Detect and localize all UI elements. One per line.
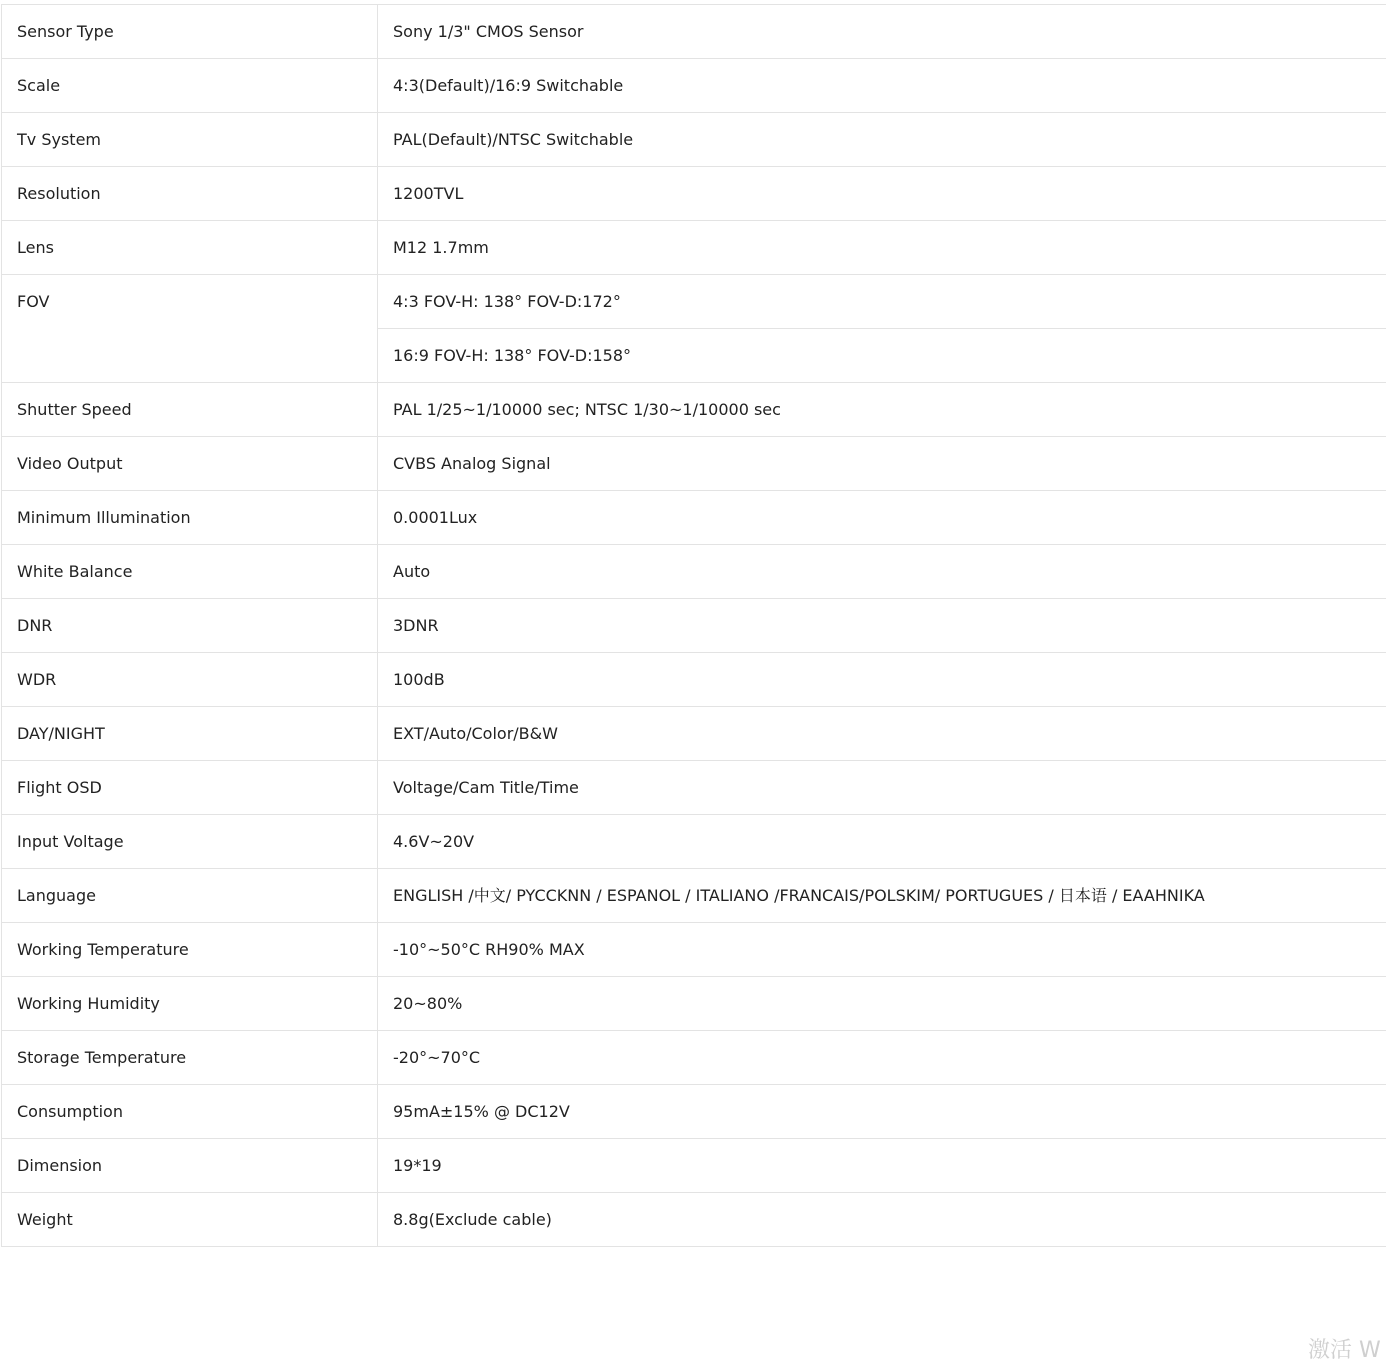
spec-value: 95mA±15% @ DC12V [378, 1085, 1386, 1139]
spec-value: -20°~70°C [378, 1031, 1386, 1085]
spec-row [2, 977, 1386, 1031]
spec-table [1, 4, 1386, 1247]
spec-value: ENGLISH /中文/ PYCCKNN / ESPANOL / ITALIANO /FRANCAIS/POLSKIM/ PORTUGUES / 日本语 / EAAHNIKA [378, 869, 1386, 923]
spec-label: Minimum Illumination [2, 491, 378, 545]
spec-row [2, 59, 1386, 113]
spec-value: Sony 1/3" CMOS Sensor [378, 5, 1386, 59]
spec-value: 16:9 FOV-H: 138° FOV-D:158° [378, 329, 1386, 383]
spec-label: Working Humidity [2, 977, 378, 1031]
spec-value: 4.6V~20V [378, 815, 1386, 869]
spec-value: Auto [378, 545, 1386, 599]
spec-row [2, 761, 1386, 815]
spec-label: Scale [2, 59, 378, 113]
spec-row [2, 167, 1386, 221]
spec-row [2, 923, 1386, 977]
spec-value: 4:3 FOV-H: 138° FOV-D:172° [378, 275, 1386, 329]
spec-label: Lens [2, 221, 378, 275]
spec-row [2, 491, 1386, 545]
spec-row [2, 5, 1386, 59]
spec-table-body [2, 5, 1386, 1247]
spec-row [2, 815, 1386, 869]
spec-label: Working Temperature [2, 923, 378, 977]
spec-row [2, 545, 1386, 599]
spec-row [2, 1139, 1386, 1193]
activation-watermark: 激活 W [1308, 1333, 1381, 1364]
spec-value: 20~80% [378, 977, 1386, 1031]
spec-label: Language [2, 869, 378, 923]
spec-label: White Balance [2, 545, 378, 599]
spec-label: Input Voltage [2, 815, 378, 869]
spec-value: 8.8g(Exclude cable) [378, 1193, 1386, 1247]
spec-value: M12 1.7mm [378, 221, 1386, 275]
spec-row [2, 1193, 1386, 1247]
spec-label: Tv System [2, 113, 378, 167]
spec-label: Resolution [2, 167, 378, 221]
spec-value: 3DNR [378, 599, 1386, 653]
spec-value: PAL(Default)/NTSC Switchable [378, 113, 1386, 167]
spec-label: Flight OSD [2, 761, 378, 815]
spec-label: Shutter Speed [2, 383, 378, 437]
spec-value: 1200TVL [378, 167, 1386, 221]
spec-value: EXT/Auto/Color/B&W [378, 707, 1386, 761]
spec-label: Storage Temperature [2, 1031, 378, 1085]
spec-label: Weight [2, 1193, 378, 1247]
spec-row [2, 437, 1386, 491]
spec-row [2, 275, 1386, 329]
spec-row [2, 869, 1386, 923]
spec-row [2, 113, 1386, 167]
spec-row [2, 1031, 1386, 1085]
spec-row [2, 383, 1386, 437]
spec-label: Dimension [2, 1139, 378, 1193]
spec-label: Video Output [2, 437, 378, 491]
spec-value: Voltage/Cam Title/Time [378, 761, 1386, 815]
spec-label: DAY/NIGHT [2, 707, 378, 761]
spec-label: DNR [2, 599, 378, 653]
spec-value: 100dB [378, 653, 1386, 707]
spec-value: 19*19 [378, 1139, 1386, 1193]
spec-label: Sensor Type [2, 5, 378, 59]
spec-value: PAL 1/25~1/10000 sec; NTSC 1/30~1/10000 sec [378, 383, 1386, 437]
spec-row [2, 599, 1386, 653]
spec-value: 0.0001Lux [378, 491, 1386, 545]
spec-row [2, 1085, 1386, 1139]
spec-row [2, 653, 1386, 707]
spec-row [2, 707, 1386, 761]
spec-label: WDR [2, 653, 378, 707]
spec-value: CVBS Analog Signal [378, 437, 1386, 491]
spec-row [2, 221, 1386, 275]
spec-value: -10°~50°C RH90% MAX [378, 923, 1386, 977]
spec-value: 4:3(Default)/16:9 Switchable [378, 59, 1386, 113]
spec-label: FOV [2, 275, 378, 383]
spec-label: Consumption [2, 1085, 378, 1139]
